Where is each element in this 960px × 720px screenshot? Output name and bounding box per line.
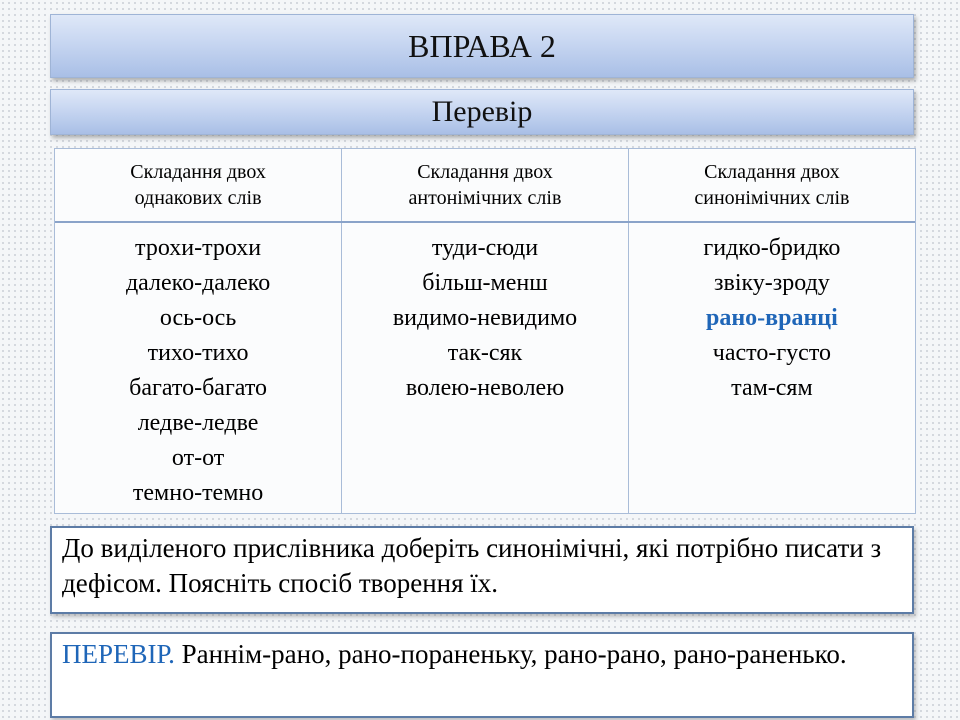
list-item: гидко-бридко: [703, 235, 841, 261]
list-item: ледве-ледве: [137, 410, 259, 436]
slide-title-text: ВПРАВА 2: [408, 27, 556, 64]
header-antonymic-words: Складання двох антонімічних слів: [342, 149, 629, 222]
antonymic-words-cell: [342, 222, 629, 513]
task-box: [50, 526, 914, 614]
table-row: [55, 222, 915, 513]
table-header-row: [55, 149, 915, 222]
list-item: там-сям: [731, 375, 813, 401]
list-item: ось-ось: [159, 305, 237, 331]
task-text: До виділеного прислівника доберіть синонімічні, які потрібно писати з дефісом. Поясніть спосіб творення їх.: [62, 533, 882, 598]
synonymic-words-cell: [628, 222, 915, 513]
list-item: звіку-зроду: [714, 270, 830, 296]
header-synonymic-words: Складання двох синонімічних слів: [628, 149, 915, 222]
list-item: далеко-далеко: [125, 270, 271, 296]
list-item: тихо-тихо: [147, 340, 249, 366]
highlighted-word: рано-вранці: [706, 305, 838, 331]
list-item: туди-сюди: [431, 235, 539, 261]
compound-words-table: [54, 148, 916, 514]
list-item: трохи-трохи: [135, 235, 262, 261]
list-item: от-от: [171, 445, 225, 471]
list-item: так-сяк: [447, 340, 523, 366]
check-answer-box: [50, 632, 914, 718]
slide-subtitle-text: Перевір: [431, 95, 533, 128]
list-item: видимо-невидимо: [392, 305, 578, 331]
header-identical-words: Складання двох однакових слів: [55, 149, 342, 222]
list-item: багато-багато: [129, 375, 267, 401]
check-label: ПЕРЕВІР.: [62, 639, 175, 669]
slide-title: [50, 14, 914, 78]
list-item: більш-менш: [422, 270, 548, 296]
list-item: темно-темно: [132, 480, 264, 506]
list-item: волею-неволею: [405, 375, 565, 401]
list-item: часто-густо: [712, 340, 832, 366]
identical-words-cell: [55, 222, 342, 513]
check-answer-text: Раннім-рано, рано-пораненьку, рано-рано, рано-раненько.: [174, 639, 847, 669]
slide-subtitle: [50, 89, 914, 135]
